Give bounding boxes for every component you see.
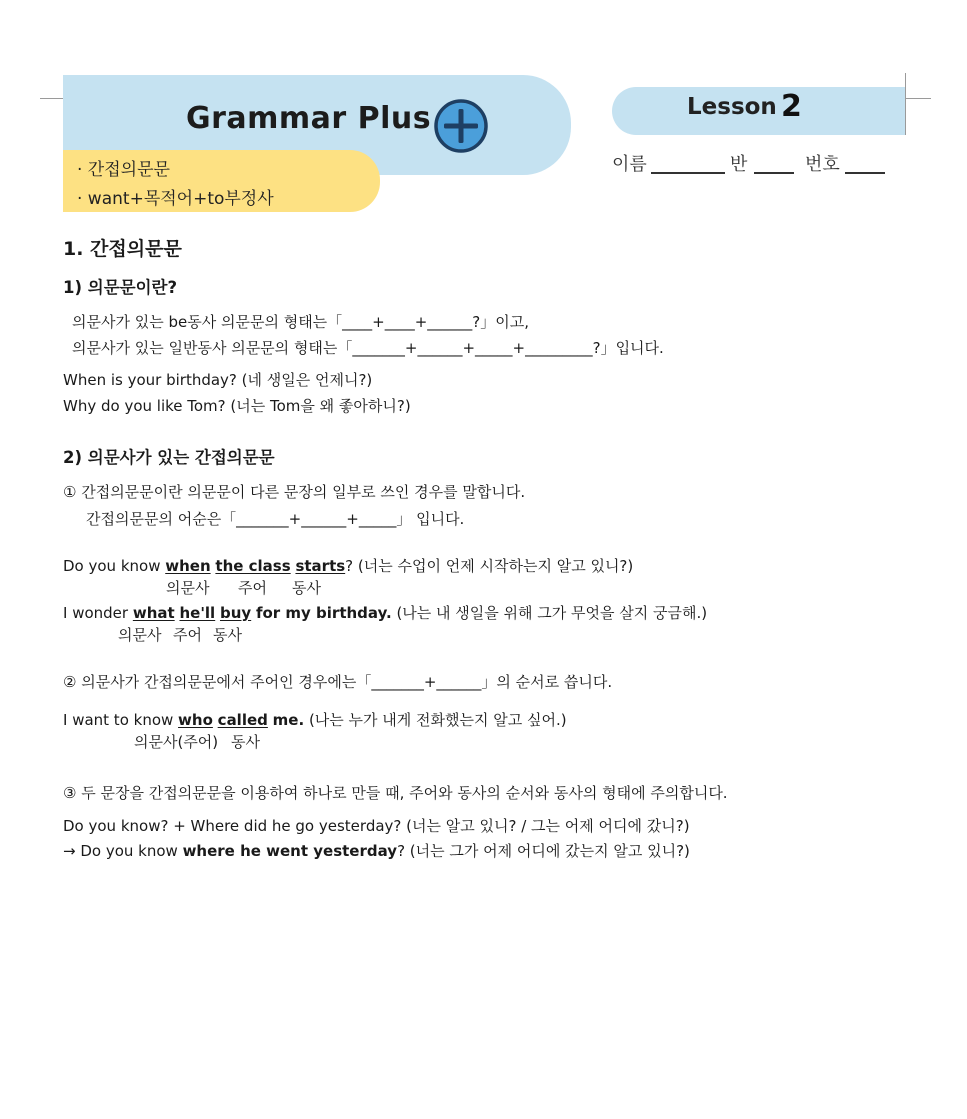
sentence-text: I wonder — [63, 604, 133, 622]
wh-word: what — [132, 604, 175, 622]
grammar-label: 의문사 — [166, 579, 210, 597]
sentence-text: → Do you know — [63, 842, 183, 860]
topics-box — [63, 150, 380, 212]
sentence-tail: for my birthday. — [255, 604, 392, 622]
sentence-text: ? (너는 그가 어제 어디에 갔는지 알고 있니?) — [397, 842, 690, 860]
name-label: 이름 — [612, 154, 647, 175]
sentence-tail: me. — [272, 711, 305, 729]
example-sentence — [63, 602, 707, 623]
sentence-text: (나는 누가 내게 전화했는지 알고 싶어.) — [304, 711, 567, 729]
topic-item: · want+목적어+to부정사 — [77, 189, 274, 209]
example-sentence — [63, 840, 690, 861]
example-sentence — [63, 555, 633, 576]
verb-word: called — [217, 711, 268, 729]
rule-point: 간접의문문의 어순은「_______+______+_____」 입니다. — [86, 510, 465, 528]
rule-point: ① 간접의문문이란 의문문이 다른 문장의 일부로 쓰인 경우를 말합니다. — [63, 483, 526, 501]
grammar-label: 주어 — [173, 626, 202, 644]
number-label: 번호 — [805, 154, 840, 175]
sentence-text: Do you know — [63, 557, 166, 575]
lesson-number: 2 — [781, 89, 802, 124]
class-blank[interactable] — [754, 172, 794, 174]
sentence-text: (나는 내 생일을 위해 그가 무엇을 살지 궁금해.) — [391, 604, 708, 622]
grammar-label: 주어 — [238, 579, 267, 597]
example-sentence: Why do you like Tom? (너는 Tom을 왜 좋아하니?) — [63, 397, 411, 415]
subject-word: the class — [215, 557, 291, 575]
lesson-label: Lesson — [687, 94, 777, 120]
example-sentence — [63, 709, 567, 730]
rule-point: ③ 두 문장을 간접의문문을 이용하여 하나로 만들 때, 주어와 동사의 순서와 동사의 형태에 주의합니다. — [63, 784, 728, 802]
class-label: 반 — [730, 154, 748, 175]
grammar-label: 동사 — [213, 626, 242, 644]
wh-word: when — [165, 557, 211, 575]
body-text: 의문사가 있는 be동사 의문문의 형태는「____+____+______?」이고, — [72, 313, 530, 331]
section-heading: 1. 간접의문문 — [63, 238, 182, 260]
header-rule-vertical — [905, 73, 906, 135]
rule-point: ② 의문사가 간접의문문에서 주어인 경우에는「_______+______」의 순서로 씁니다. — [63, 673, 613, 691]
grammar-label: 동사 — [231, 733, 260, 751]
number-blank[interactable] — [845, 172, 885, 174]
plus-circle-icon — [432, 97, 490, 155]
grammar-label: 의문사(주어) — [134, 733, 219, 751]
subject-word: he'll — [179, 604, 216, 622]
grammar-label: 동사 — [292, 579, 321, 597]
verb-word: buy — [219, 604, 252, 622]
name-blank[interactable] — [651, 172, 725, 174]
topic-item: · 간접의문문 — [77, 160, 170, 180]
sentence-text: I want to know — [63, 711, 179, 729]
subsection-heading: 1) 의문문이란? — [63, 278, 178, 297]
example-sentence: Do you know? + Where did he go yesterday? (너는 알고 있니? / 그는 어제 어디에 갔니?) — [63, 817, 690, 835]
body-text: 의문사가 있는 일반동사 의문문의 형태는「_______+______+_____+_________?」입니다. — [72, 339, 664, 357]
page-title: Grammar Plus — [186, 101, 432, 136]
sentence-text: ? (너는 수업이 언제 시작하는지 알고 있니?) — [345, 557, 634, 575]
example-sentence: When is your birthday? (네 생일은 언제니?) — [63, 371, 373, 389]
wh-word: who — [178, 711, 213, 729]
verb-word: starts — [295, 557, 346, 575]
subsection-heading: 2) 의문사가 있는 간접의문문 — [63, 448, 275, 467]
header-rule-right — [905, 98, 931, 99]
indirect-question: where he went yesterday — [182, 842, 398, 860]
grammar-label: 의문사 — [118, 626, 162, 644]
header-rule-left — [40, 98, 64, 99]
